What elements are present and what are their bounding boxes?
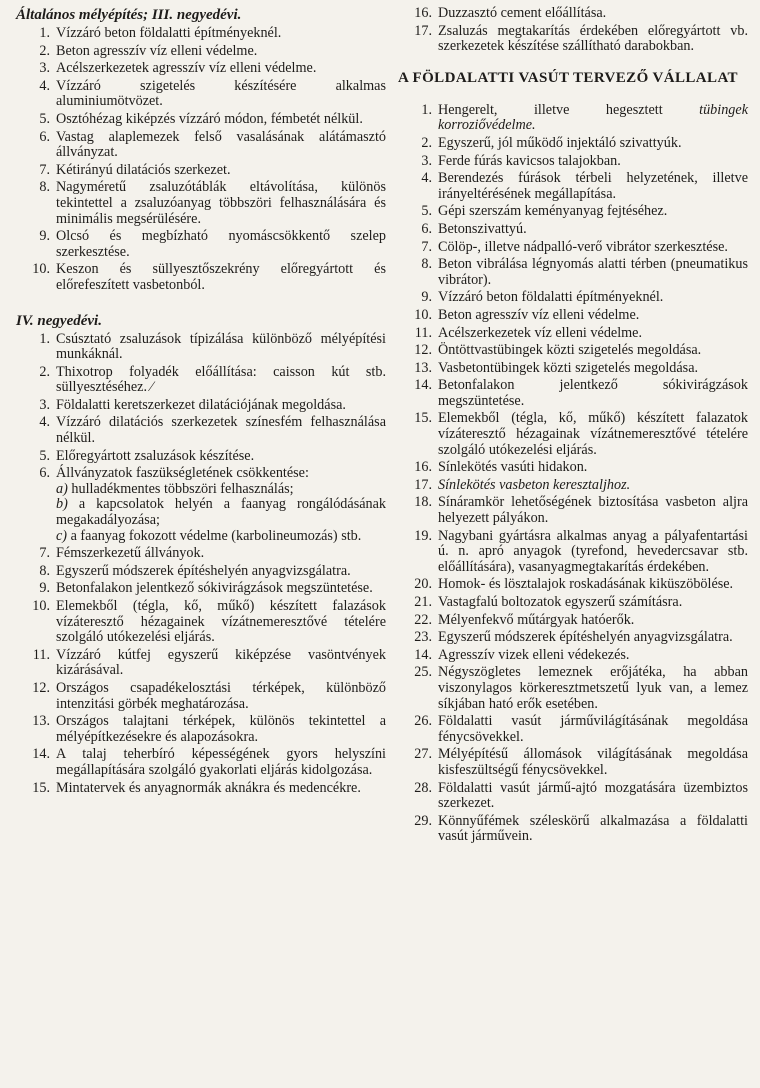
list-item xyxy=(398,343,748,359)
item-number: 10. xyxy=(414,306,432,323)
item-number: 11. xyxy=(414,324,432,341)
item-text: Olcsó és megbízható nyomáscsökkentő szelep szerkesztése. xyxy=(56,228,386,260)
item-text-italic: Sínlekötés vasbeton keresztaljhoz. xyxy=(438,476,631,493)
list-item xyxy=(398,204,748,220)
list-item xyxy=(398,361,748,377)
item-text: Betonfalakon jelentkező sókivirágzások megszüntetése. xyxy=(438,377,748,409)
item-number: 28. xyxy=(414,779,432,796)
item-number: 8. xyxy=(39,179,50,196)
item-number: 13. xyxy=(32,713,50,730)
item-number: 8. xyxy=(421,256,432,273)
item-number: 3. xyxy=(421,152,432,169)
item-number: 5. xyxy=(421,203,432,220)
item-number: 14. xyxy=(414,646,432,663)
item-text: Gépi szerszám keményanyag fejtéséhez. xyxy=(438,203,668,220)
list-item xyxy=(16,564,386,580)
item-number: 6. xyxy=(39,128,50,145)
item-text: Vízzáró kútfej egyszerű kiképzése vasöntvények kizárásával. xyxy=(56,646,386,679)
item-number: 17. xyxy=(414,476,432,493)
item-number: 15. xyxy=(32,779,50,796)
section-heading-metro: A FÖLDALATTI VASÚT TERVEZŐ VÁLLALAT xyxy=(398,69,738,86)
item-text: Sínáramkör lehetőségének biztosítása vasbeton aljra helyezett pályákon. xyxy=(438,494,748,527)
item-text: Öntöttvastübingek közti szigetelés megoldása. xyxy=(438,342,702,359)
item-number: 8. xyxy=(39,562,50,579)
item-number: 1. xyxy=(39,330,50,347)
list-item xyxy=(398,290,748,306)
item-text: Cölöp-, illetve nádpalló-verő vibrátor szerkesztése. xyxy=(438,238,728,255)
sub-item-label: c) xyxy=(56,527,68,544)
list-item xyxy=(16,130,386,161)
list-item xyxy=(398,136,748,152)
item-number: 2. xyxy=(39,363,50,380)
item-number: 18. xyxy=(414,494,432,511)
item-text: Elemekből (tégla, kő, műkő) készített falazatok vízáteresztő hézagainak vízátnemeresztővé tételére szolgáló utókezelési eljárás. xyxy=(438,410,748,458)
list-item xyxy=(398,171,748,202)
item-number: 10. xyxy=(32,261,50,278)
item-text: Csúsztató zsaluzások típizálása különböző mélyépítési munkáknál. xyxy=(56,330,386,363)
list-item xyxy=(398,478,748,494)
sub-item-label: a) xyxy=(56,480,68,497)
item-text: Mintatervek és anyagnormák aknákra és medencékre. xyxy=(56,779,361,796)
list-item xyxy=(16,581,386,597)
item-text: Négyszögletes lemeznek erőjátéka, ha abban viszonylagos körkeresztmetszetű lyuk van, a lemez síkjában ható erők esetében. xyxy=(438,664,748,712)
item-text: A talaj teherbíró képességének gyors helyszíni megállapítására szolgáló gyakorlati eljárás kidolgozása. xyxy=(56,746,386,778)
item-text: Mélyenfekvő műtárgyak hatóerők. xyxy=(438,611,635,628)
sub-item-text: a faanyag fokozott védelme (karbolineumozás) stb. xyxy=(70,527,362,544)
list-item xyxy=(16,466,386,544)
list-item xyxy=(16,44,386,60)
list-item xyxy=(16,180,386,227)
item-text: Vasbetontübingek közti szigetelés megoldása. xyxy=(438,359,699,376)
item-text: Acélszerkezetek agresszív víz elleni védelme. xyxy=(56,60,317,77)
list-item xyxy=(398,154,748,170)
list-item xyxy=(16,714,386,745)
list-item xyxy=(16,747,386,778)
item-text: Sínlekötés vasúti hidakon. xyxy=(438,459,588,476)
list-item xyxy=(16,546,386,562)
list-item xyxy=(16,262,386,293)
item-text: Betonszivattyú. xyxy=(438,220,527,237)
item-text: Mélyépítésű állomások világításának megoldása kisfeszültségű fénycsövekkel. xyxy=(438,746,748,778)
item-number: 7. xyxy=(421,238,432,255)
list-item xyxy=(16,365,386,396)
list-q4 xyxy=(16,332,386,797)
list-item xyxy=(16,26,386,42)
list-item xyxy=(398,665,748,712)
item-number: 21. xyxy=(414,594,432,610)
item-number: 26. xyxy=(414,713,432,730)
item-number: 2. xyxy=(421,134,432,151)
item-number: 20. xyxy=(414,576,432,593)
list-item xyxy=(16,332,386,363)
item-number: 19. xyxy=(414,527,432,544)
list-item xyxy=(398,747,748,778)
item-text: Betonfalakon jelentkező sókivirágzások megszüntetése. xyxy=(56,580,373,597)
item-number: 27. xyxy=(414,746,432,763)
item-text: Nagybani gyártásra alkalmas anyag a pályafentartási ú. n. apró anyagok (tyrefond, hevedercsavar stb. előállítására), vasanyagmegtakarítás érdekében. xyxy=(438,527,748,575)
list-item xyxy=(16,61,386,77)
item-number: 12. xyxy=(32,679,50,696)
list-item xyxy=(398,595,748,611)
list-item xyxy=(398,257,748,288)
list-item xyxy=(398,814,748,845)
item-text: Thixotrop folyadék előállítása: caisson kút stb. süllyesztéséhez. ⁄ xyxy=(56,363,386,396)
right-column xyxy=(398,6,748,847)
item-number: 17. xyxy=(414,22,432,39)
item-text: Földalatti vasút jármű-ajtó mozgatására üzembiztos szerkezet. xyxy=(438,779,748,812)
item-text: Egyszerű, jól működő injektáló szivattyúk. xyxy=(438,134,682,151)
sub-item-text: hulladékmentes többszöri felhasználás; xyxy=(71,480,294,497)
list-item xyxy=(398,6,748,22)
item-text: Elemekből (tégla, kő, műkő) készített falazások vízáteresztő hézagainek vízátnemeresztővé tételére szolgáló utókezelési eljárás. xyxy=(56,598,386,646)
item-text: Vízzáró beton földalatti építményeknél. xyxy=(438,289,664,306)
item-number: 1. xyxy=(39,25,50,41)
list-q3 xyxy=(16,26,386,294)
list-item xyxy=(398,308,748,324)
item-text: Földalatti vasút járművilágításának megoldása fénycsövekkel. xyxy=(438,713,748,745)
list-item xyxy=(398,378,748,409)
list-item xyxy=(398,326,748,342)
item-text: Egyszerű módszerek építéshelyén anyagvizsgálatra. xyxy=(438,629,733,646)
item-text: Agresszív vizek elleni védekezés. xyxy=(438,646,630,663)
list-item xyxy=(398,411,748,458)
item-number: 16. xyxy=(414,5,432,21)
list-item xyxy=(398,240,748,256)
list-item xyxy=(16,599,386,646)
list-item xyxy=(16,229,386,260)
item-number: 15. xyxy=(414,410,432,427)
section-heading-q4: IV. negyedévi. xyxy=(16,312,102,329)
list-item xyxy=(16,415,386,446)
item-text: Kétirányú dilatációs szerkezet. xyxy=(56,161,231,178)
item-number: 4. xyxy=(421,170,432,187)
item-text: Beton agresszív víz elleni védelme. xyxy=(438,306,640,323)
item-number: 9. xyxy=(39,580,50,597)
item-number: 3. xyxy=(39,60,50,77)
item-text: Vízzáró szigetelés készítésére alkalmas aluminiumötvözet. xyxy=(56,77,386,110)
item-text: Egyszerű módszerek építéshelyén anyagvizsgálatra. xyxy=(56,562,351,579)
item-text: Duzzasztó cement előállítása. xyxy=(438,5,607,21)
list-item xyxy=(16,449,386,465)
list-q4-continued xyxy=(398,6,748,55)
item-number: 13. xyxy=(414,359,432,376)
item-text: Állványzatok faszükségletének csökkentése: xyxy=(56,465,309,482)
list-item xyxy=(398,103,748,134)
item-number: 2. xyxy=(39,42,50,59)
item-text-italic: tübingek korroziővédelme. xyxy=(438,101,748,134)
list-item xyxy=(398,714,748,745)
item-text: Berendezés fúrások térbeli helyzetének, illetve irányeltérésének megállapítása. xyxy=(438,170,748,202)
item-text: Zsaluzás megtakarítás érdekében előregyártott vb. szerkezetek készítése szállítható darabokban. xyxy=(438,22,748,55)
list-item xyxy=(16,398,386,414)
item-number: 10. xyxy=(32,598,50,614)
list-item xyxy=(398,613,748,629)
sub-item xyxy=(56,482,386,498)
item-text: Előregyártott zsaluzások készítése. xyxy=(56,447,255,464)
list-item xyxy=(16,681,386,712)
item-number: 1. xyxy=(421,101,432,118)
section-heading-q3: Általános mélyépítés; III. negyedévi. xyxy=(16,7,242,23)
item-text: Vízzáró beton földalatti építményeknél. xyxy=(56,25,282,41)
item-text: Ferde fúrás kavicsos talajokban. xyxy=(438,152,621,169)
item-number: 3. xyxy=(39,396,50,413)
item-number: 12. xyxy=(414,342,432,359)
item-text: Vastagfalú boltozatok egyszerű számításra. xyxy=(438,594,683,610)
list-item xyxy=(16,112,386,128)
item-number: 14. xyxy=(32,746,50,763)
item-number: 9. xyxy=(39,228,50,245)
list-item xyxy=(398,781,748,812)
item-text: Országos csapadékelosztási térképek, különböző intenzitási görbék meghatározása. xyxy=(56,679,386,712)
list-item xyxy=(16,648,386,679)
item-number: 11. xyxy=(32,646,50,663)
item-number: 6. xyxy=(421,220,432,237)
item-text: Fémszerkezetű állványok. xyxy=(56,545,205,562)
list-item xyxy=(398,222,748,238)
item-number: 9. xyxy=(421,289,432,306)
list-item xyxy=(16,163,386,179)
item-number: 29. xyxy=(414,812,432,829)
item-number: 4. xyxy=(39,414,50,431)
list-item xyxy=(398,24,748,55)
sub-item xyxy=(56,529,386,545)
sub-item-text: a kapcsolatok helyén a faanyag rongálódásának megakadályozása; xyxy=(56,496,387,529)
item-text: Keszon és süllyesztőszekrény előregyártott és előrefeszített vasbetonból. xyxy=(56,261,386,293)
sub-item-label: b) xyxy=(56,496,68,513)
list-item xyxy=(398,460,748,476)
list-item xyxy=(398,529,748,576)
item-number: 7. xyxy=(39,161,50,178)
item-number: 4. xyxy=(39,77,50,94)
item-text: Homok- és lösztalajok roskadásának kiküszöbölése. xyxy=(438,576,734,593)
item-text: Osztóhézag kiképzés vízzáró módon, fémbetét nélkül. xyxy=(56,110,363,127)
item-text: Könnyűfémek széleskörű alkalmazása a földalatti vasút járművein. xyxy=(438,812,748,845)
list-item xyxy=(398,630,748,646)
item-text: Nagyméretű zsaluzótáblák eltávolítása, különös tekintettel a zsaluzóanyag többszöri felhasználására és minimális megsérülésére. xyxy=(56,179,386,227)
item-number: 5. xyxy=(39,447,50,464)
item-number: 22. xyxy=(414,611,432,628)
item-text: Acélszerkezetek víz elleni védelme. xyxy=(438,324,643,341)
list-item xyxy=(398,577,748,593)
item-number: 16. xyxy=(414,459,432,476)
list-item xyxy=(398,495,748,526)
item-text: Vízzáró dilatációs szerkezetek színesfém felhasználása nélkül. xyxy=(56,414,386,447)
item-number: 5. xyxy=(39,110,50,127)
list-metro xyxy=(398,103,748,845)
item-text: Beton vibrálása légnyomás alatti térben (pneumatikus vibrátor). xyxy=(438,256,748,288)
item-number: 25. xyxy=(414,664,432,681)
item-text: Országos talajtani térképek, különös tekintettel a mélyépítkezésekre és alapozásokra. xyxy=(56,713,386,745)
item-text: Vastag alaplemezek felső vasalásának alátámasztó állványzat. xyxy=(56,128,386,161)
left-column xyxy=(16,6,386,798)
list-item xyxy=(16,781,386,797)
item-number: 23. xyxy=(414,629,432,646)
sub-item xyxy=(56,497,386,528)
list-item xyxy=(398,648,748,664)
item-number: 6. xyxy=(39,465,50,482)
item-number: 14. xyxy=(414,377,432,394)
item-number: 7. xyxy=(39,545,50,562)
list-item xyxy=(16,79,386,110)
item-text: Hengerelt, illetve hegesztett xyxy=(438,101,663,118)
item-text: Földalatti keretszerkezet dilatációjának megoldása. xyxy=(56,396,346,413)
item-text: Beton agresszív víz elleni védelme. xyxy=(56,42,258,59)
